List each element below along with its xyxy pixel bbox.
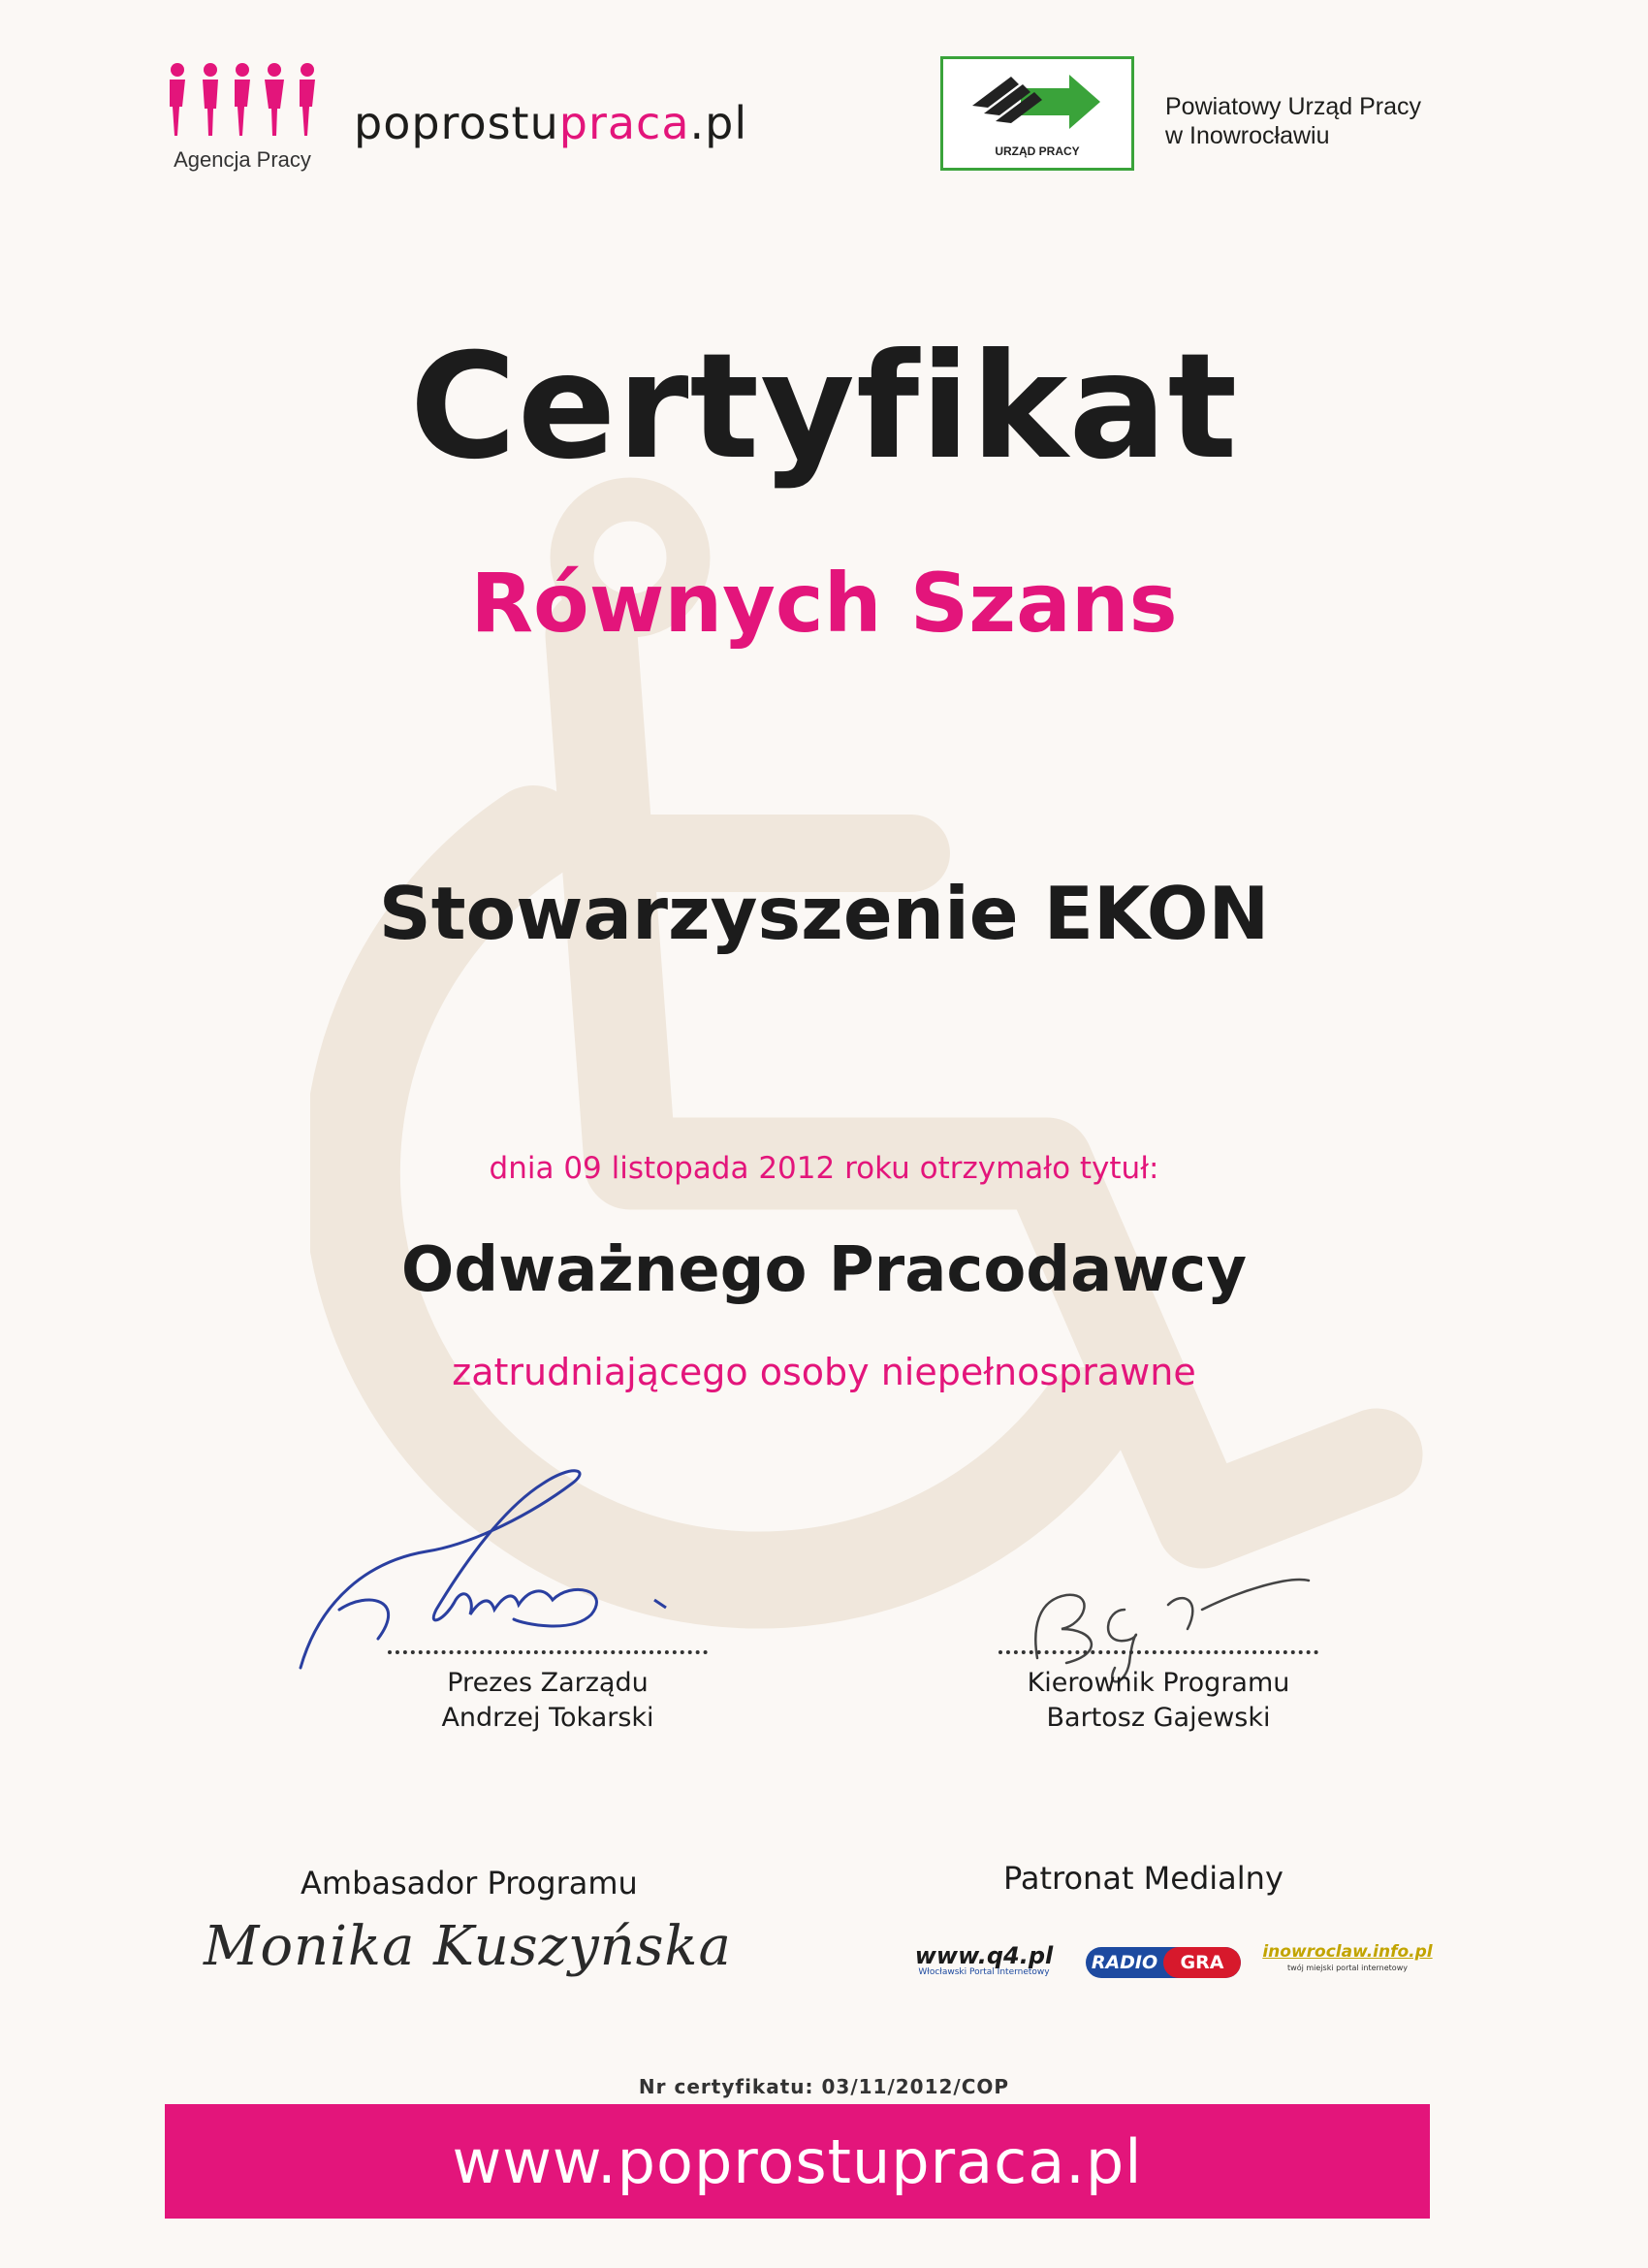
- agency-caption: Agencja Pracy: [174, 147, 311, 172]
- right-name: Bartosz Gajewski: [1046, 1703, 1271, 1733]
- brand-suffix: .pl: [689, 97, 748, 149]
- signature-line-right: [998, 1650, 1318, 1654]
- q4-name: www.q4.pl: [914, 1942, 1054, 1969]
- brand-prefix: poprostu: [354, 97, 559, 149]
- ino-tagline: twój miejski portal internetowy: [1287, 1964, 1408, 1972]
- radio-gra-logo: [1086, 1947, 1241, 1978]
- left-role: Prezes Zarządu: [447, 1668, 649, 1698]
- certificate-subtitle: Równych Szans: [470, 556, 1178, 651]
- brand-accent: praca: [558, 97, 690, 149]
- upr-name: [1165, 92, 1514, 150]
- upr-caption: URZĄD PRACY: [995, 144, 1080, 158]
- ambassador-name: Monika Kuszyńska: [204, 1915, 732, 1978]
- media-patron-label: Patronat Medialny: [1003, 1860, 1284, 1897]
- q4-tagline: Włocławski Portal Internetowy: [918, 1967, 1050, 1977]
- organization-name: Stowarzyszenie EKON: [378, 871, 1270, 956]
- people-figures-icon: [160, 60, 325, 147]
- agency-logo: [160, 60, 325, 186]
- certificate-title: Certyfikat: [409, 323, 1239, 492]
- upr-name-line1: Powiatowy Urząd Pracy: [1165, 93, 1421, 120]
- upr-logo: [940, 56, 1134, 171]
- signature-right: [998, 1666, 1318, 1736]
- right-role: Kierownik Programu: [1027, 1668, 1290, 1698]
- footer-url: www.poprostupraca.pl: [452, 2125, 1143, 2197]
- ino-name: inowroclaw.info.pl: [1262, 1942, 1433, 1962]
- inowroclaw-info-logo: [1260, 1942, 1435, 1986]
- upr-name-line2: w Inowrocławiu: [1165, 122, 1330, 149]
- q4-logo: [906, 1942, 1062, 1986]
- award-subtitle: zatrudniającego osoby niepełnosprawne: [452, 1351, 1196, 1393]
- award-title: Odważnego Pracodawcy: [400, 1234, 1248, 1306]
- green-arrow-icon: [943, 59, 1131, 146]
- signature-line-left: [388, 1650, 708, 1654]
- date-line: dnia 09 listopada 2012 roku otrzymało tytuł:: [489, 1151, 1159, 1186]
- radio-left: RADIO: [1091, 1952, 1158, 1973]
- left-name: Andrzej Tokarski: [441, 1703, 654, 1733]
- footer-bar: [165, 2104, 1430, 2219]
- brand-wordmark: [354, 97, 747, 149]
- certificate-number: Nr certyfikatu: 03/11/2012/COP: [638, 2075, 1010, 2098]
- radio-right: GRA: [1163, 1947, 1241, 1978]
- signature-left: [388, 1666, 708, 1736]
- ambassador-label: Ambasador Programu: [301, 1865, 638, 1901]
